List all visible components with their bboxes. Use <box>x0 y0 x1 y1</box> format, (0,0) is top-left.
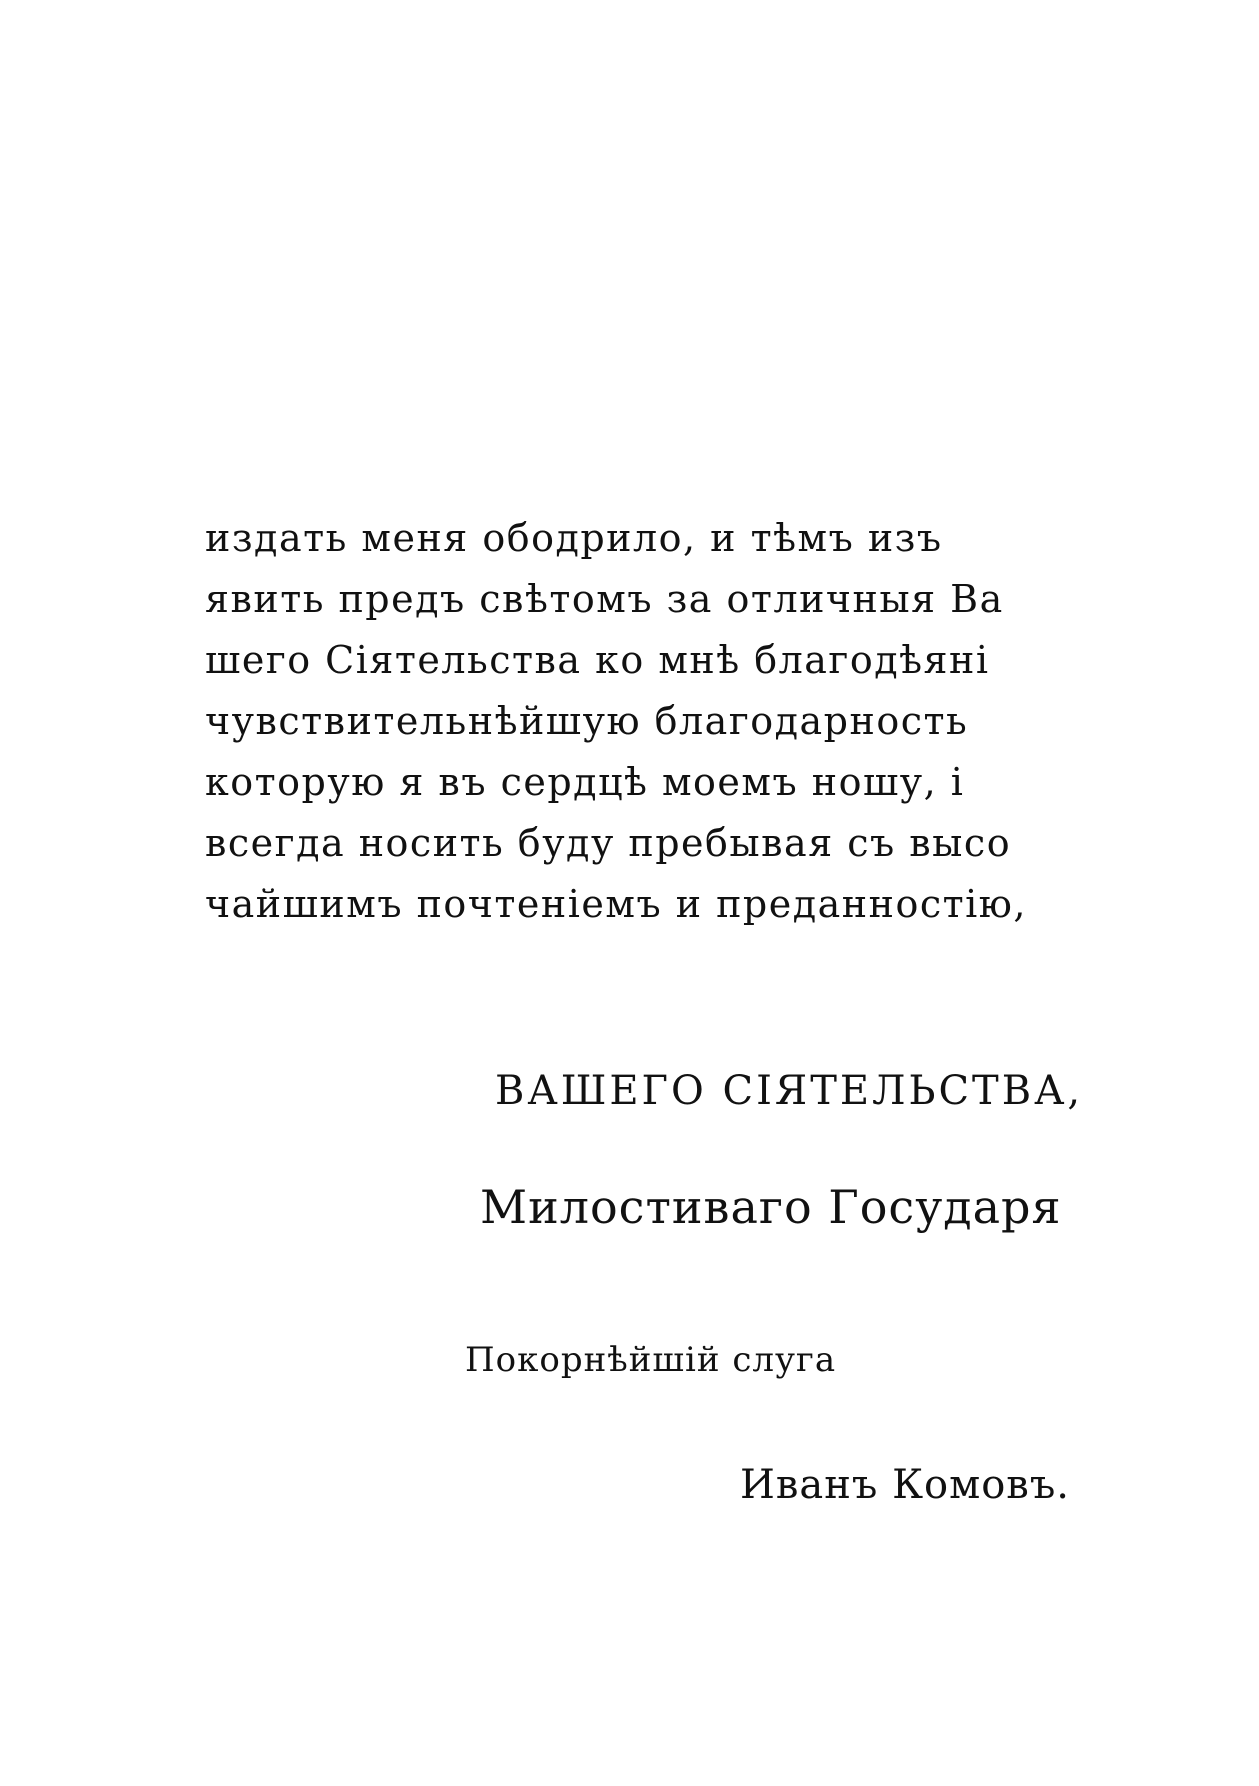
closing-servant: Покорнѣйшій слуга <box>465 1340 837 1380</box>
text-line: издать меня ободрило, и тѣмъ изъ <box>205 516 943 560</box>
closing-title: Милостиваго Государя <box>480 1180 1062 1234</box>
text-line: шего Сіятельства ко мнѣ благодѣяні <box>205 638 990 682</box>
text-line: чайшимъ почтеніемъ и преданностію, <box>205 882 1027 926</box>
text-line: которую я въ сердцѣ моемъ ношу, і <box>205 760 965 804</box>
text-line: явить предъ свѣтомъ за отличныя Ва <box>205 577 1004 621</box>
text-line: чувствительнѣйшую благодарность <box>205 699 969 743</box>
closing-signature: Иванъ Комовъ. <box>740 1462 1070 1508</box>
text-line: всегда носить буду пребывая съ высо <box>205 821 1012 865</box>
closing-address: ВАШЕГО СІЯТЕЛЬСТВА, <box>495 1068 1084 1114</box>
dedication-body-text <box>205 508 1065 935</box>
